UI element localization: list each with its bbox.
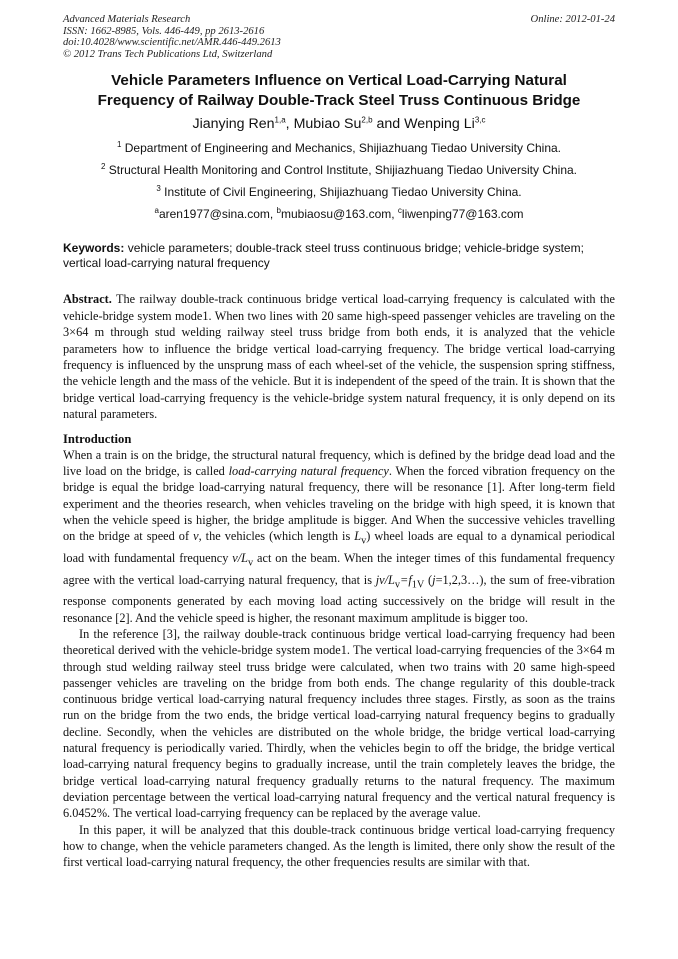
- affiliation-1: [63, 141, 615, 156]
- math-subscript: v: [361, 535, 367, 547]
- email-link[interactable]: liwenping77@163.com: [401, 207, 524, 222]
- affiliation-2: [63, 163, 615, 178]
- math-symbol: j: [432, 572, 436, 587]
- author-name: Jianying Ren: [192, 116, 275, 133]
- journal-header: [63, 14, 615, 60]
- intro-paragraph-1: [63, 447, 615, 626]
- affiliation-3: [63, 185, 615, 200]
- text-run: When a train is on the bridge, the structural natural frequency, which is defined by the bridge dead load and the live load on the bridge, is called: [63, 447, 615, 478]
- abstract-label: Abstract.: [63, 292, 112, 307]
- online-date: Online: 2012-01-24: [530, 14, 615, 25]
- affiliation-sup: 1: [116, 140, 122, 150]
- math-subscript: 1V: [411, 579, 425, 591]
- math-symbol: v: [193, 529, 199, 544]
- text-run: . When the forced vibration frequency on the bridge is equal the bridge load-carrying natural frequency, there will be resonance [1]. After long-term field experiment and the theories research, when vehicles traveling on the bridge with high speed, it is known that when the vehicle speed is higher, the bridge amplitude is bigger. And When the successive vehicles travelling on the bridge at speed of: [63, 463, 615, 544]
- intro-paragraph-2: In the reference [3], the railway double-track continuous bridge vertical load-carrying frequency had been theoretical derived with the vehicle-bridge system mode1. The vertical load-carrying frequencies of the 3×64 m through stud welding railway steel truss bridge were calculated, when two trains with 20 same high-speed passenger vehicles are traveling on the bridge from both ends. The change regularity of this double-track continuous bridge vertical load-carrying natural frequency includes three stages. Firstly, as soon as the trains run on the bridge from the two ends, the bridge vertical load-carrying natural frequency begins to gradually decline. Secondly, when the vehicles are distributed on the whole bridge, the bridge vertical load-carrying natural frequency is periodically varied. Thirdly, when the vehicles begin to off the bridge, the bridge vertical load-carrying natural frequency begins to gradually increase, until the train completely leaves the bridge, the bridge vertical load-carrying natural frequency gradually returns to the natural frequency. The maximum deviation percentage between the vertical load-carrying natural frequency and the vertical natural frequency is 6.0452%. The vertical load-carrying frequency can be replaced by the average value.: [63, 626, 615, 821]
- title-line-1: Vehicle Parameters Influence on Vertical Load-Carrying Natural: [111, 72, 567, 90]
- text-run: act on the beam. When the integer times of this fundamental frequency agree with the vertical load-carrying natural frequency, that is: [63, 550, 615, 587]
- email-sup: a: [154, 206, 159, 216]
- text-run: , the vehicles (which length is: [198, 529, 355, 544]
- keywords-text: vehicle parameters; double-track steel truss continuous bridge; vehicle-bridge system; vertical load-carrying natural frequency: [63, 241, 584, 271]
- intro-paragraph-3: In this paper, it will be analyzed that this double-track continuous bridge vertical load-carrying frequency how to change, when the vehicle parameters changed. As the length is limited, there only show the result of the first vertical load-carrying natural frequency, the other frequencies results are similar with that.: [63, 822, 615, 870]
- author-sup: 2,b: [361, 115, 373, 125]
- math-symbol: jv/L: [375, 572, 395, 587]
- math-subscript: v: [394, 579, 401, 591]
- affiliation-sup: 3: [156, 184, 161, 194]
- email-link[interactable]: mubiaosu@163.com,: [281, 207, 398, 222]
- author-sup: 3,c: [474, 115, 486, 125]
- journal-doi: doi:10.4028/www.scientific.net/AMR.446-449.2613: [63, 37, 281, 49]
- math-symbol: L: [354, 529, 362, 544]
- paper-title: [63, 71, 615, 111]
- text-run: ) wheel loads are equal to a dynamical periodical load with fundamental frequency: [63, 529, 615, 565]
- title-line-2: Frequency of Railway Double-Track Steel Truss Continuous Bridge: [97, 92, 581, 110]
- affiliation-text: Institute of Civil Engineering, Shijiazhuang Tiedao University China.: [160, 185, 522, 200]
- section-heading-introduction: Introduction: [63, 431, 132, 446]
- email-sup: c: [397, 206, 402, 216]
- author-sup: 1,a: [274, 115, 286, 125]
- keywords-label: Keywords:: [63, 241, 125, 256]
- affiliation-sup: 2: [100, 162, 106, 172]
- email-list: [63, 207, 615, 222]
- text-run: =1,2,3…), the sum of free-vibration response components generated by each moving load acting successively on the bridge will result in the resonance [2]. And the vehicle speed is higher, the resonant maximum amplitude is bigger too.: [63, 572, 615, 625]
- emphasis-term: load-carrying natural frequency: [228, 463, 389, 478]
- email-sup: b: [276, 206, 281, 216]
- text-run: (: [424, 572, 433, 587]
- keywords: [63, 241, 615, 271]
- abstract: [63, 291, 615, 422]
- journal-issn: ISSN: 1662-8985, Vols. 446-449, pp 2613-2616: [63, 25, 265, 37]
- paper-page: [63, 14, 615, 870]
- affiliation-text: Department of Engineering and Mechanics, Shijiazhuang Tiedao University China.: [121, 141, 562, 156]
- journal-name: Advanced Materials Research: [63, 14, 191, 25]
- author-separator: ,: [285, 116, 294, 133]
- journal-copyright: © 2012 Trans Tech Publications Ltd, Switzerland: [63, 48, 273, 60]
- author-list: [63, 114, 615, 134]
- math-symbol: =f: [400, 572, 412, 587]
- author-name: Wenping Li: [404, 116, 475, 133]
- math-subscript: v: [248, 557, 254, 569]
- affiliation-text: Structural Health Monitoring and Control Institute, Shijiazhuang Tiedao University China.: [105, 163, 578, 178]
- abstract-text: The railway double-track continuous bridge vertical load-carrying frequency is calculated with the vehicle-bridge system mode1. When two lines with 20 same high-speed passenger vehicles are traveling on the 3×64 m through stud welding railway steel truss bridge from both ends, it is analyzed that the vehicle parameters how to influence the bridge vertical load-carrying frequency. The bridge vertical load-carrying frequency is influenced by the unsprung mass of each wheel-set of the vehicle, the suspension spring stiffness, the vehicle length and the mass of the vehicle. But it is independent of the speed of the train. It is shown that the bridge vertical load-carrying frequency is the vehicle-bridge system natural frequency, it is only depend on its natural parameters.: [63, 292, 615, 422]
- email-link[interactable]: aren1977@sina.com,: [158, 207, 277, 222]
- math-symbol: v/L: [232, 550, 249, 565]
- author-separator: and: [372, 116, 405, 133]
- author-name: Mubiao Su: [293, 116, 362, 133]
